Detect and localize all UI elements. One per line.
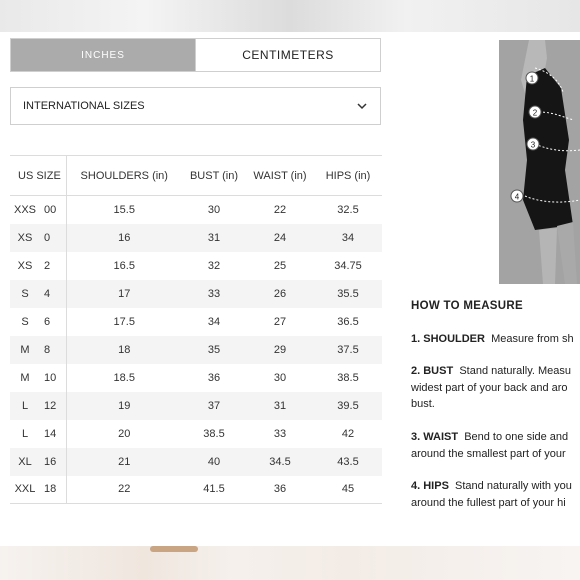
- hips-value: 37.5: [314, 336, 382, 364]
- shoulders-value: 15.5: [113, 203, 135, 216]
- svg-text:1: 1: [529, 74, 535, 84]
- bust-value: 32: [207, 259, 221, 272]
- size-letter: XXL: [10, 476, 40, 504]
- size-letter: S: [10, 280, 40, 308]
- size-letter: L: [10, 392, 40, 420]
- table-row: [10, 420, 382, 448]
- step-text: around the smallest part of your: [411, 447, 566, 460]
- size-letter: XS: [17, 259, 33, 272]
- step-text: Measure from sh: [491, 333, 574, 345]
- us-size: 16: [40, 448, 66, 476]
- hips-value: 39.5: [314, 392, 382, 420]
- waist-value: 25: [273, 259, 287, 272]
- svg-text:3: 3: [530, 140, 536, 150]
- marker-2: [529, 106, 541, 118]
- table-row: [10, 392, 382, 420]
- hips-value: 34: [314, 224, 382, 252]
- bust-value: 34: [207, 315, 221, 328]
- table-row: [10, 448, 382, 476]
- size-letter: L: [21, 427, 29, 440]
- waist-value: 33: [273, 427, 287, 440]
- hips-value: 32.5: [337, 203, 359, 216]
- shoulders-value: 19: [66, 392, 182, 420]
- marker-4: [511, 190, 523, 202]
- table-row: [10, 280, 382, 308]
- table-row: [10, 252, 382, 280]
- us-size: 0: [40, 224, 66, 252]
- waist-value: 31: [246, 392, 314, 420]
- marker-3: [527, 138, 539, 150]
- size-letter: M: [20, 371, 30, 384]
- bottom-blurred-image: [0, 546, 580, 580]
- measure-step-hips: [411, 478, 580, 511]
- how-to-measure-title: HOW TO MEASURE: [411, 300, 523, 312]
- step-text: bust.: [411, 398, 435, 410]
- hips-value: 45: [314, 476, 382, 504]
- step-label: 2. BUST: [411, 365, 454, 377]
- step-text: widest part of your back and aro: [411, 381, 568, 394]
- shoulders-value: 22: [66, 476, 182, 504]
- header-bust: BUST (in): [182, 156, 246, 196]
- size-letter: XS: [10, 224, 40, 252]
- shoulders-value: 16: [66, 224, 182, 252]
- blurred-product-detail: [150, 546, 198, 552]
- shoulders-value: 17: [66, 280, 182, 308]
- bust-value: 35: [182, 336, 246, 364]
- step-label: 3. WAIST: [411, 431, 459, 443]
- measure-step-bust: [411, 363, 580, 413]
- size-letter: XL: [10, 448, 40, 476]
- hips-value: 42: [341, 427, 355, 440]
- us-size: 14: [40, 420, 66, 448]
- marker-1: [526, 72, 538, 84]
- step-text: Stand naturally with you: [455, 480, 572, 492]
- us-size: 10: [40, 364, 66, 392]
- shoulders-value: 17.5: [113, 315, 135, 328]
- bust-value: 36: [207, 371, 221, 384]
- waist-value: 26: [246, 280, 314, 308]
- us-size: 00: [40, 196, 66, 224]
- measure-step-shoulder: [411, 331, 580, 348]
- shoulders-value: 20: [118, 427, 131, 440]
- table-row: [10, 308, 382, 336]
- us-size: 8: [40, 336, 66, 364]
- size-system-select-value: INTERNATIONAL SIZES: [23, 100, 145, 112]
- header-hips: HIPS (in): [314, 156, 382, 196]
- us-size: 18: [40, 476, 66, 504]
- step-text: around the fullest part of your hi: [411, 496, 566, 509]
- us-size: 2: [40, 252, 66, 280]
- table-header-row: [10, 156, 382, 196]
- waist-value: 24: [246, 224, 314, 252]
- top-blurred-banner: [0, 0, 580, 32]
- hips-value: 38.5: [337, 371, 359, 384]
- us-size: 12: [40, 392, 66, 420]
- bust-value: 41.5: [182, 476, 246, 504]
- us-size: 4: [40, 280, 66, 308]
- shoulders-value: 16.5: [113, 259, 135, 272]
- waist-value: 22: [273, 203, 287, 216]
- hips-value: 35.5: [314, 280, 382, 308]
- centimeters-button[interactable]: CENTIMETERS: [195, 39, 380, 71]
- size-letter: M: [10, 336, 40, 364]
- size-system-select[interactable]: [10, 87, 381, 125]
- size-chart-table: [10, 155, 382, 504]
- hips-value: 34.75: [334, 259, 362, 272]
- us-size: 6: [40, 308, 66, 336]
- size-letter: XXS: [13, 203, 36, 216]
- table-row: [10, 336, 382, 364]
- header-waist: WAIST (in): [246, 156, 314, 196]
- shoulders-value: 18.5: [113, 371, 135, 384]
- bust-value: 33: [182, 280, 246, 308]
- size-letter: S: [21, 315, 29, 328]
- unit-toggle: [10, 38, 381, 72]
- step-label: 1. SHOULDER: [411, 333, 485, 345]
- header-us-size: US SIZE: [10, 156, 66, 196]
- bust-value: 40: [182, 448, 246, 476]
- step-label: 4. HIPS: [411, 480, 449, 492]
- bust-value: 38.5: [203, 427, 225, 440]
- hips-value: 36.5: [337, 315, 359, 328]
- table-row: [10, 224, 382, 252]
- waist-value: 30: [273, 371, 287, 384]
- waist-value: 34.5: [246, 448, 314, 476]
- waist-value: 36: [246, 476, 314, 504]
- shoulders-value: 18: [66, 336, 182, 364]
- measure-step-waist: [411, 429, 580, 462]
- bust-value: 37: [182, 392, 246, 420]
- measurement-model-image: [499, 40, 580, 284]
- table-row: [10, 196, 382, 224]
- bust-value: 31: [182, 224, 246, 252]
- inches-button[interactable]: INCHES: [11, 39, 195, 71]
- svg-text:2: 2: [532, 108, 538, 118]
- shoulders-value: 21: [66, 448, 182, 476]
- step-text: Stand naturally. Measu: [459, 365, 572, 377]
- step-text: Bend to one side and: [464, 431, 569, 443]
- table-row: [10, 476, 382, 504]
- bust-value: 30: [207, 203, 221, 216]
- table-row: [10, 364, 382, 392]
- hips-value: 43.5: [314, 448, 382, 476]
- model-illustration: [499, 40, 580, 284]
- chevron-down-icon: [356, 100, 368, 112]
- svg-text:4: 4: [514, 192, 520, 202]
- header-shoulders: SHOULDERS (in): [66, 156, 182, 196]
- waist-value: 29: [246, 336, 314, 364]
- waist-value: 27: [273, 315, 287, 328]
